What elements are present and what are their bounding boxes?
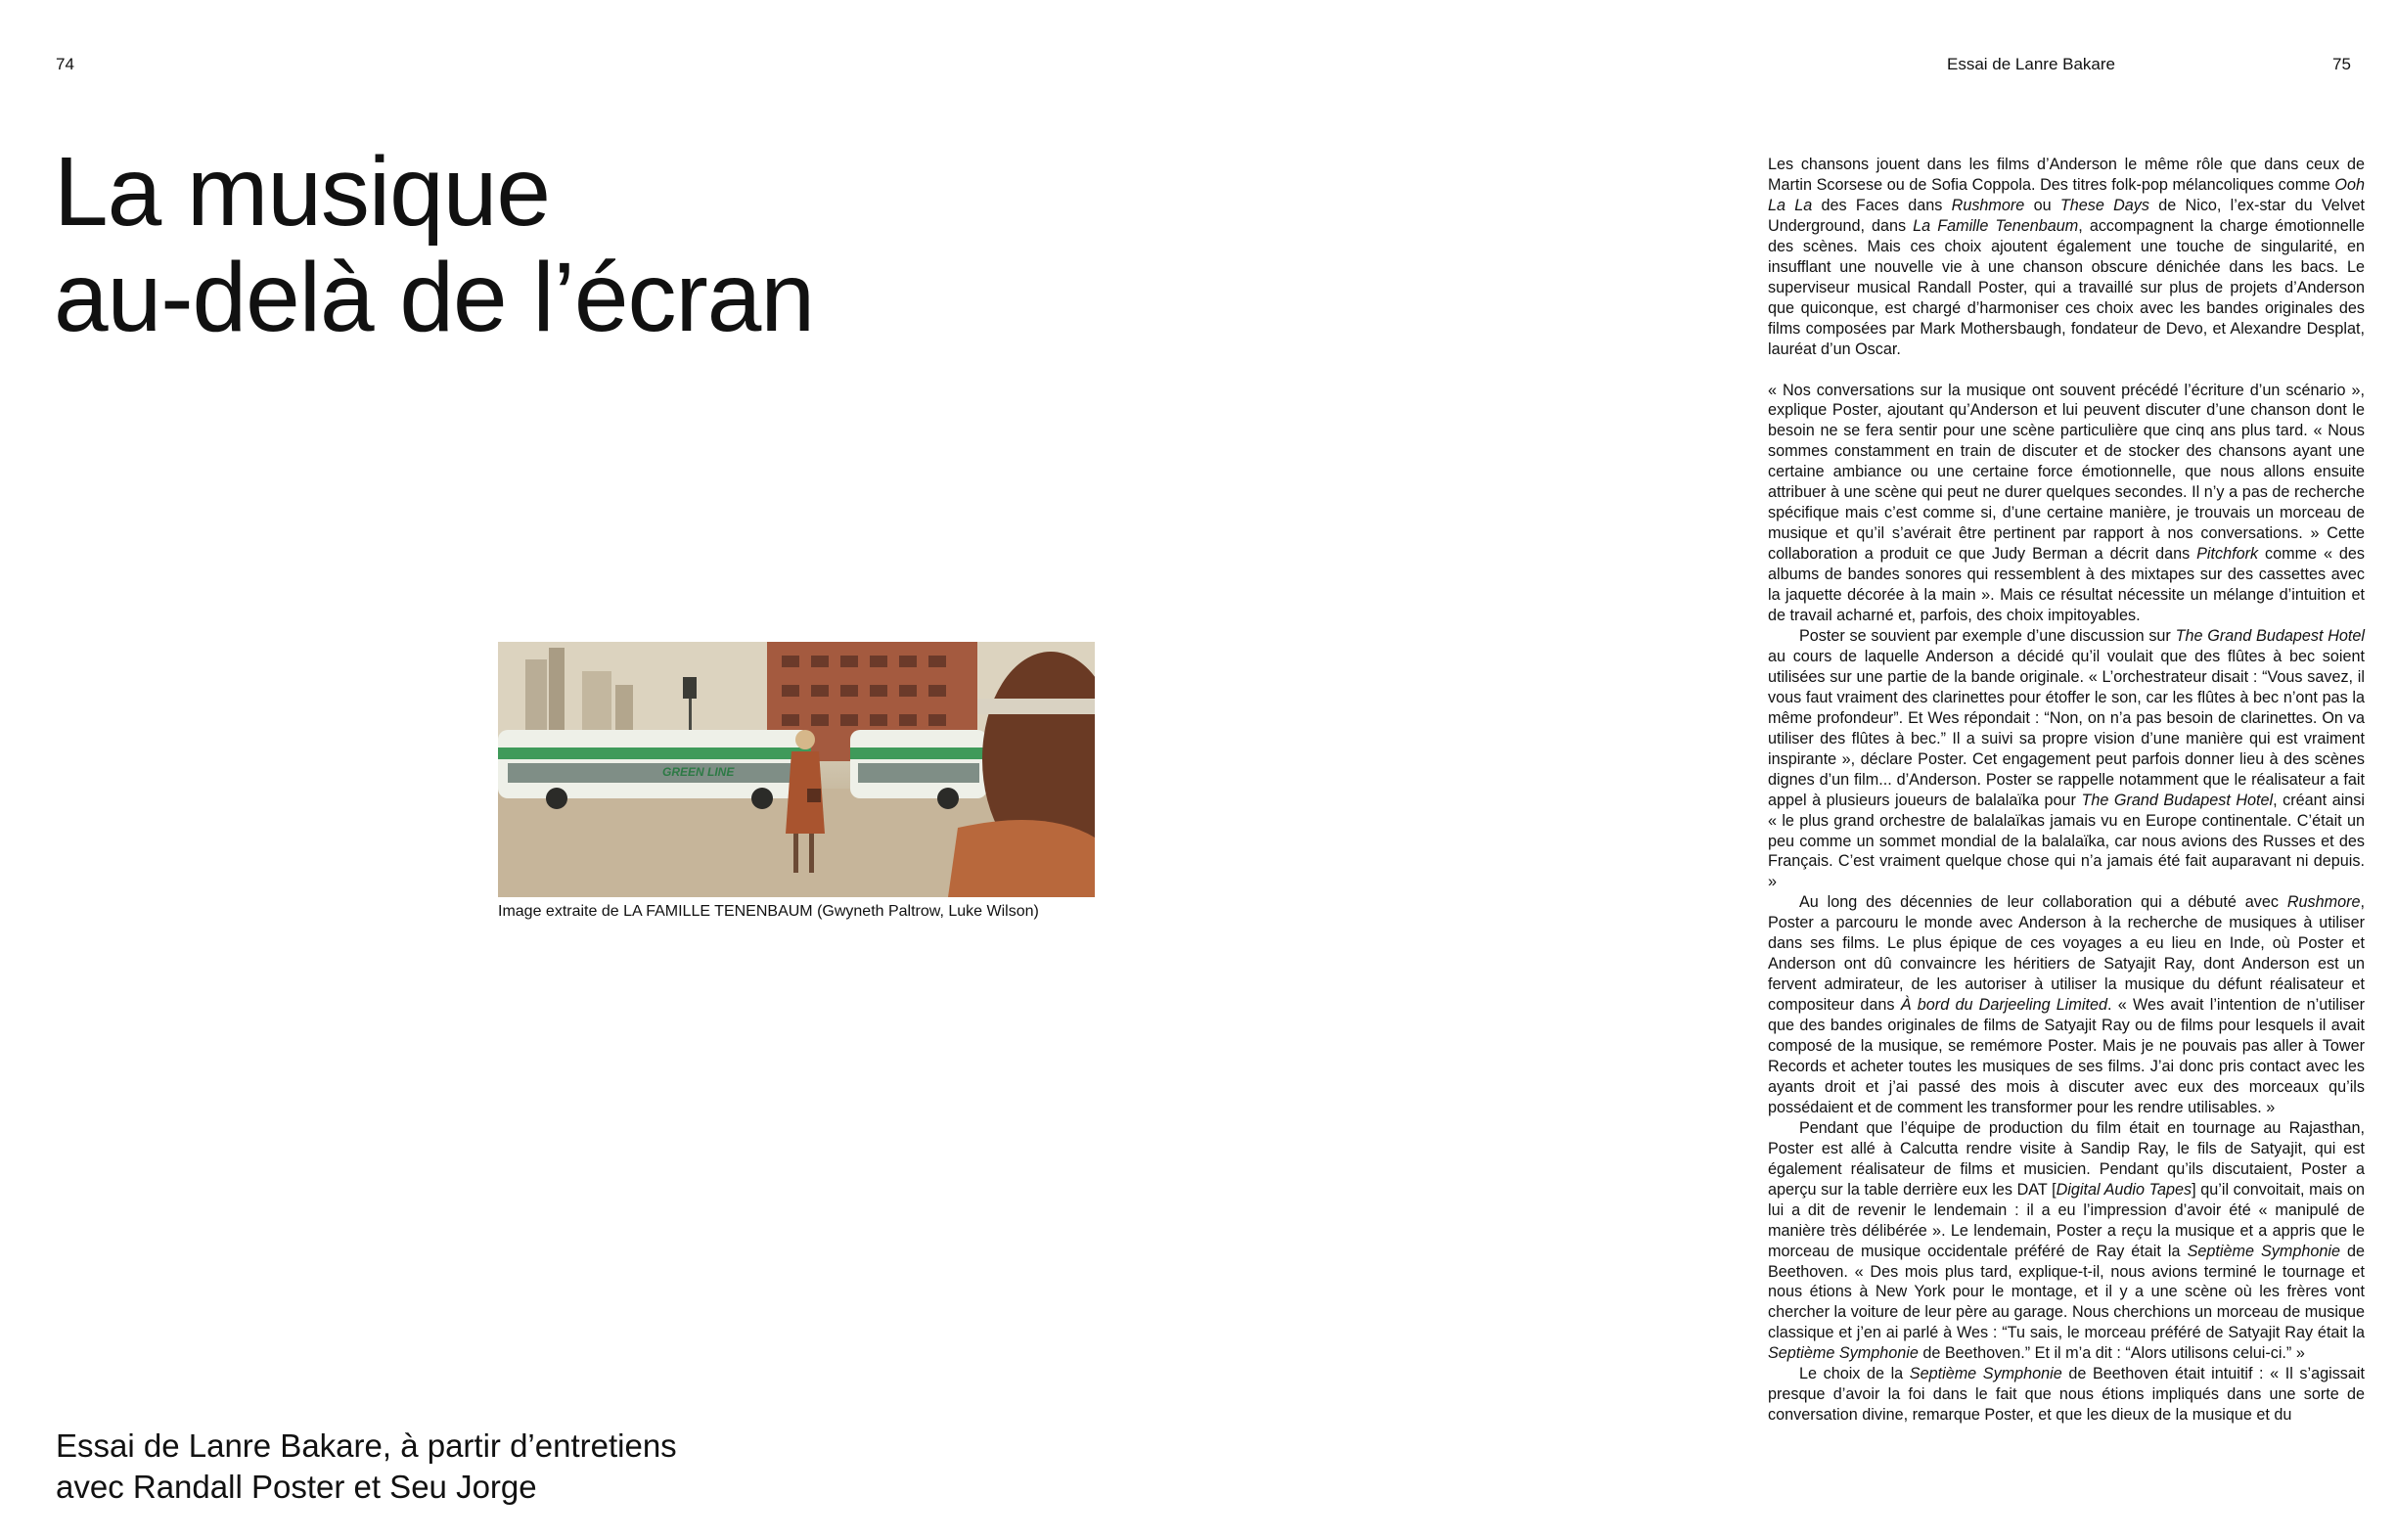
essay-paragraph-3	[1768, 626, 2365, 892]
title-line-1: La musique	[54, 137, 550, 247]
essay-text: au cours de laquelle Anderson a décidé qu’il voulait que des flûtes à bec soient utilisées sur une partie de la bande originale. « L’orchestrateur disait : “Vous savez, il vous faut vraiment des clarinettes pour étoffer le son, car les flûtes à bec n’ont pas la même profondeur”. Et Wes répondait : “Non, on n’a pas besoin de clarinettes. On va utiliser des flûtes à bec.” Il a suivi sa propre vision d’une manière qui est vraiment inspirante », déclare Poster. Cet engagement peut parfois donner lieu à des scènes dignes d’un film... d’Anderson. Poster se rappelle notamment que le réalisateur a fait appel à plusieurs joueurs de balalaïka pour	[1768, 647, 2365, 809]
essay-text: ] qu’il convoitait, mais on lui a dit de revenir le lendemain : il a eu l’impression d’avoir été « manipulé de manière très délibérée ». Le lendemain, Poster a reçu la musique et a appris que le morceau de musique occidentale préféré de Ray était la	[1768, 1180, 2365, 1260]
film-still-figure	[498, 642, 1095, 922]
essay-text: de Beethoven.” Et il m’a dit : “Alors utilisons celui-ci.” »	[1918, 1344, 2305, 1363]
article-title	[54, 139, 814, 350]
essay-paragraph-4	[1768, 892, 2365, 1117]
page-number-right: 75	[2332, 55, 2351, 73]
essay-text: de Beethoven était intuitif : « Il s’agissait presque d’avoir la foi dans le fait que nous étions impliqués dans une sorte de conversation divine, remarque Poster, et que les dieux de la musique et du	[1768, 1365, 2365, 1425]
page-number-left: 74	[56, 55, 74, 73]
film-title: Rushmore	[1951, 196, 2025, 214]
essay-text: des Faces dans	[1812, 196, 1952, 214]
film-title: The Grand Budapest Hotel	[2175, 626, 2365, 645]
essay-text: , créant ainsi « le plus grand orchestre de balalaïkas jamais vu en Europe continentale. C’était un peu comme un sommet mondial de la balalaïka, car nous avions des Russes et des Français. C’est vraiment quelque chose qui n’a jamais été fait auparavant ni depuis. »	[1768, 791, 2365, 891]
work-title: Septième Symphonie	[1909, 1365, 2062, 1383]
essay-paragraph-1	[1768, 155, 2365, 360]
term-italic: Digital Audio Tapes	[2056, 1180, 2193, 1199]
essay-text: ou	[2024, 196, 2060, 214]
essay-text: Pendant que l’équipe de production du film était en tournage au Rajasthan, Poster est allé à Calcutta rendre visite à Sandip Ray, le fils de Satyajit, qui est également réalisateur de films et musicien. Pendant qu’ils discutaient, Poster a aperçu sur la table derrière eux les DAT [	[1768, 1118, 2365, 1199]
essay-text: , accompagnent la charge émotionnelle des scènes. Mais ces choix ajoutent également une touche de singularité, en insufflant une nouvelle vie à une chanson obscure dénichée dans les bacs. Le superviseur musical Randall Poster, qui a travaillé sur plus de projets d’Anderson que quiconque, est chargé d’harmoniser ces choix avec les bandes originales des films composées par Mark Mothersbaugh, fondateur de Devo, et Alexandre Desplat, lauréat d’un Oscar.	[1768, 216, 2365, 358]
film-title: The Grand Budapest Hotel	[2081, 791, 2274, 809]
publication-title: Pitchfork	[2196, 545, 2259, 564]
essay-paragraph-2	[1768, 381, 2365, 626]
running-head: Essai de Lanre Bakare	[1947, 55, 2115, 73]
song-title: These Days	[2059, 196, 2149, 214]
film-still-photo	[498, 642, 1095, 897]
song-title: Ooh La La	[1768, 175, 2365, 214]
essay-text: comme « des albums de bandes sonores qui ressemblent à des mixtapes sur des cassettes avec la jaquette décorée à la main ». Mais ce résultat nécessite un mélange d’intuition et de travail acharné et, parfois, des choix impitoyables.	[1768, 545, 2365, 625]
bus-left	[498, 730, 811, 809]
essay-text: Au long des décennies de leur collaboration qui a débuté avec	[1799, 893, 2287, 912]
traffic-light	[683, 677, 697, 699]
film-title: À bord du Darjeeling Limited	[1900, 996, 2107, 1015]
subtitle-line-1: Essai de Lanre Bakare, à partir d’entretiens	[56, 1427, 677, 1464]
film-title: La Famille Tenenbaum	[1913, 216, 2079, 235]
work-title: Septième Symphonie	[2187, 1242, 2340, 1260]
film-title: Rushmore	[2286, 893, 2361, 912]
essay-text: . « Wes avait l’intention de n’utiliser que des bandes originales de films de Satyajit Ray ou de films pour lesquels il avait composé de la musique, se remémore Poster. Mais je ne pouvais pas aller à Tower Records et acheter toutes les musiques de ses films. J’ai donc pris contact avec les ayants droit et j’ai passé des mois à discuter avec eux des morceaux qu’ils possédaient et de comment les transformer pour les rendre utilisables. »	[1768, 996, 2365, 1116]
work-title: Septième Symphonie	[1768, 1344, 1919, 1363]
essay-text: Le choix de la	[1799, 1365, 1910, 1383]
bus-sign: GREEN LINE	[662, 765, 735, 779]
film-still-illustration	[498, 642, 1095, 897]
essay-text: de Nico, l’ex-star du Velvet Underground, dans	[1768, 196, 2365, 235]
bus-right	[850, 730, 987, 809]
essay-paragraph-6	[1768, 1364, 2365, 1426]
essay-text: de Beethoven. « Des mois plus tard, explique-t-il, nous avions terminé le tournage et nous étions à New York pour le montage, et il y a une scène où les frères vont chercher la voiture de leur père au garage. Nous cherchions un morceau de musique classique et j’en ai parlé à Wes : “Tu sais, le morceau préféré de Satyajit Ray était la	[1768, 1242, 2365, 1342]
subtitle-line-2: avec Randall Poster et Seu Jorge	[56, 1469, 537, 1505]
article-subtitle	[56, 1426, 677, 1508]
essay-body	[1768, 155, 2365, 1426]
essay-text: Les chansons jouent dans les films d’Anderson le même rôle que dans ceux de Martin Scorsese ou de Sofia Coppola. Des titres folk-pop mélancoliques comme	[1768, 156, 2365, 194]
essay-paragraph-5	[1768, 1118, 2365, 1364]
essay-text: Poster se souvient par exemple d’une discussion sur	[1799, 626, 2176, 645]
title-line-2: au-delà de l’écran	[54, 243, 814, 352]
essay-text: , Poster a parcouru le monde avec Anderson à la recherche de musiques à utiliser dans ses films. Le plus épique de ces voyages a eu lieu en Inde, où Poster et Anderson ont dû convaincre les héritiers de Satyajit Ray, dont Anderson est un fervent admirateur, de les autoriser à utiliser la musique du défunt réalisateur et compositeur dans	[1768, 893, 2365, 1015]
essay-text: « Nos conversations sur la musique ont souvent précédé l’écriture d’un scénario », explique Poster, ajoutant qu’Anderson et lui peuvent discuter d’une chanson dont le besoin ne se fera sentir pour une scène particulière que cinq ans plus tard. « Nous sommes constamment en train de discuter et de stocker des chansons ayant une certaine ambiance ou une certaine force émotionnelle, que nous allons ensuite attribuer à une scène qui peut ne durer quelques secondes. Il n’y a pas de recherche spécifique mais c’est comme si, d’une certaine manière, je trouvais un morceau de musique et qu’il s’avérait être pertinent par rapport à nos conversations. » Cette collaboration a produit ce que Judy Berman a décrit dans	[1768, 381, 2365, 564]
figure-caption: Image extraite de LA FAMILLE TENENBAUM (Gwyneth Paltrow, Luke Wilson)	[498, 903, 1039, 920]
